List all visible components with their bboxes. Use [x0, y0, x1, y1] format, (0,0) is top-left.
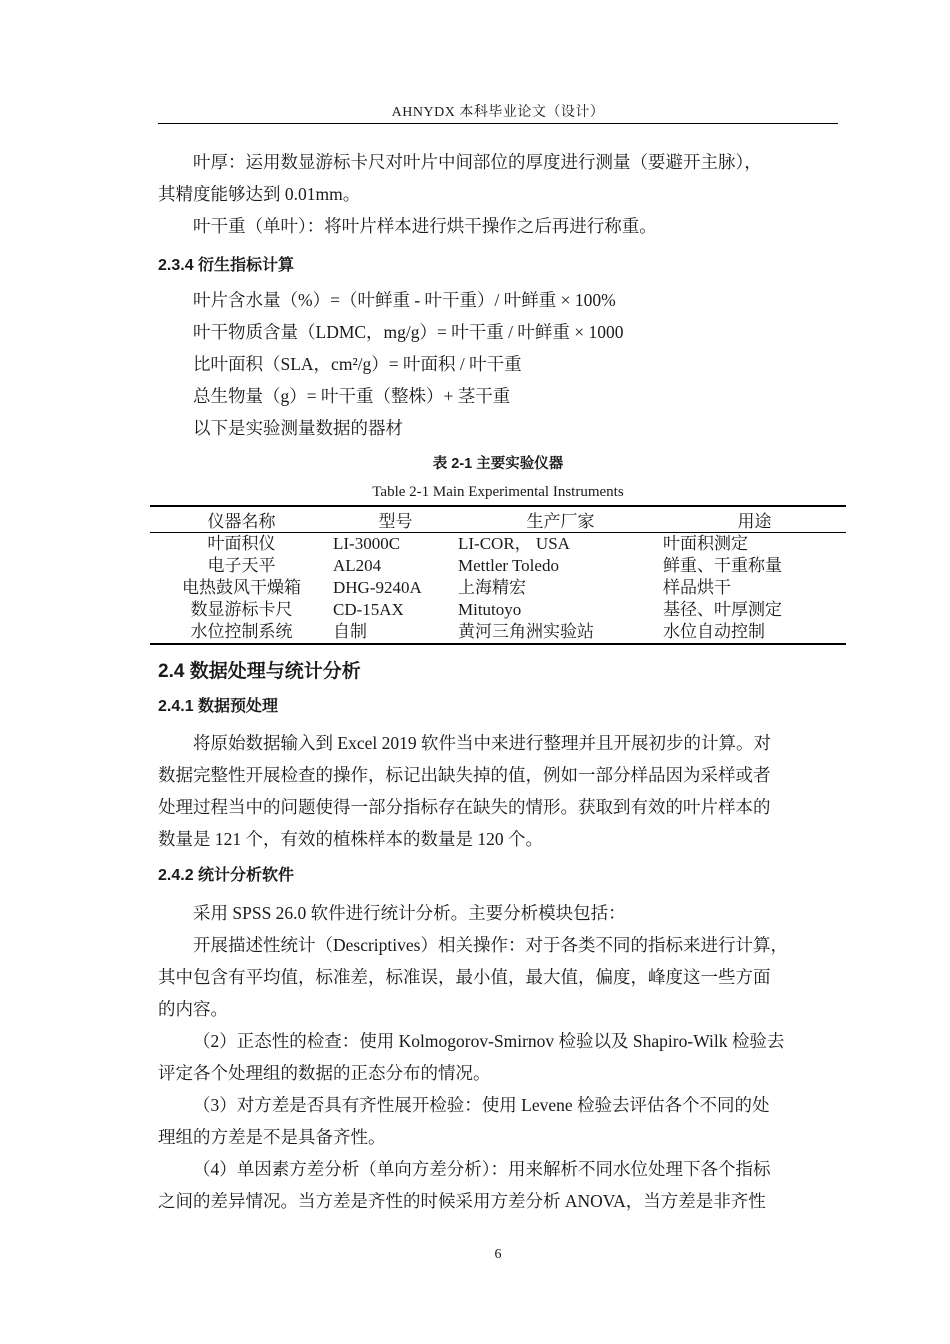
cell-model: LI-3000C — [333, 534, 401, 553]
paragraph-leaf-thickness-cont: 其精度能够达到 0.01mm。 — [158, 184, 361, 204]
section-heading-2-4-1: 2.4.1 数据预处理 — [158, 698, 279, 715]
cell-manufacturer: 黄河三角洲实验站 — [458, 622, 594, 641]
paragraph-preprocessing-cont: 处理过程当中的问题使得一部分指标存在缺失的情形。获取到有效的叶片样本的 — [158, 797, 771, 817]
cell-usage: 鲜重、干重称量 — [663, 556, 782, 575]
page-number: 6 — [494, 1247, 502, 1262]
cell-instrument-name: 水位控制系统 — [190, 622, 293, 641]
formula-sla: 比叶面积（SLA，cm²/g）= 叶面积 / 叶干重 — [193, 354, 522, 374]
paragraph-leaf-thickness: 叶厚：运用数显游标卡尺对叶片中间部位的厚度进行测量（要避开主脉）， — [193, 152, 762, 172]
cell-instrument-name: 数显游标卡尺 — [190, 600, 293, 619]
paragraph-preprocessing: 将原始数据输入到 Excel 2019 软件当中来进行整理并且开展初步的计算。对 — [193, 733, 771, 753]
section-heading-2-3-4: 2.3.4 衍生指标计算 — [158, 257, 295, 274]
header-usage: 用途 — [737, 512, 772, 531]
cell-manufacturer: LI-COR， USA — [458, 534, 570, 553]
paragraph-anova-cont: 之间的差异情况。当方差是齐性的时候采用方差分析 ANOVA，当方差是非齐性 — [158, 1191, 766, 1211]
section-heading-2-4-2: 2.4.2 统计分析软件 — [158, 867, 295, 884]
table-row — [150, 533, 846, 556]
cell-model: DHG-9240A — [333, 578, 422, 597]
paragraph-descriptives: 开展描述性统计（Descriptives）相关操作：对于各类不同的指标来进行计算， — [193, 935, 788, 955]
table-row — [150, 599, 846, 621]
instruments-table — [150, 505, 846, 645]
table-caption-cn: 表 2-1 主要实验仪器 — [432, 456, 564, 472]
formula-ldmc: 叶干物质含量（LDMC，mg/g）= 叶干重 / 叶鲜重 × 1000 — [193, 322, 624, 342]
paragraph-descriptives-cont: 的内容。 — [158, 999, 228, 1019]
cell-usage: 基径、叶厚测定 — [663, 600, 782, 619]
paragraph-preprocessing-cont: 数据完整性开展检查的操作，标记出缺失掉的值，例如一部分样品因为采样或者 — [158, 765, 771, 785]
cell-instrument-name: 电子天平 — [207, 556, 276, 575]
paragraph-preprocessing-cont: 数量是 121 个，有效的植株样本的数量是 120 个。 — [158, 829, 543, 849]
header-manufacturer: 生产厂家 — [526, 512, 595, 531]
paragraph-normality: （2）正态性的检查：使用 Kolmogorov-Smirnov 检验以及 Shapiro-Wilk 检验去 — [193, 1031, 785, 1051]
header-instrument-name: 仪器名称 — [207, 512, 276, 531]
paragraph-equipment-intro: 以下是实验测量数据的器材 — [193, 418, 403, 438]
table-header-row — [150, 506, 846, 533]
cell-usage: 样品烘干 — [663, 578, 731, 597]
paragraph-variance: （3）对方差是否具有齐性展开检验：使用 Levene 检验去评估各个不同的处 — [193, 1095, 770, 1115]
table-row — [150, 555, 846, 577]
cell-usage: 水位自动控制 — [663, 622, 765, 641]
paragraph-variance-cont: 理组的方差是不是具备齐性。 — [158, 1127, 386, 1147]
table-row — [150, 577, 846, 599]
formula-biomass: 总生物量（g）= 叶干重（整株）+ 茎干重 — [193, 386, 511, 406]
page-header: AHNYDX 本科毕业论文（设计） — [391, 105, 605, 120]
paragraph-spss: 采用 SPSS 26.0 软件进行统计分析。主要分析模块包括： — [193, 903, 626, 923]
table-caption-en: Table 2-1 Main Experimental Instruments — [372, 484, 624, 500]
header-rule — [158, 123, 838, 124]
cell-model: CD-15AX — [333, 600, 404, 619]
table-row — [150, 621, 846, 644]
paragraph-leaf-dry-weight: 叶干重（单叶）：将叶片样本进行烘干操作之后再进行称重。 — [193, 216, 657, 236]
paragraph-normality-cont: 评定各个处理组的数据的正态分布的情况。 — [158, 1063, 491, 1083]
cell-manufacturer: Mettler Toledo — [458, 556, 559, 575]
cell-model: 自制 — [333, 622, 367, 641]
paragraph-anova: （4）单因素方差分析（单向方差分析）：用来解析不同水位处理下各个指标 — [193, 1159, 771, 1179]
cell-manufacturer: 上海精宏 — [458, 578, 526, 597]
paragraph-descriptives-cont: 其中包含有平均值，标准差，标准误，最小值，最大值，偏度，峰度这一些方面 — [158, 967, 771, 987]
cell-usage: 叶面积测定 — [663, 534, 748, 553]
cell-manufacturer: Mitutoyo — [458, 600, 522, 619]
formula-water-content: 叶片含水量（%）=（叶鲜重 - 叶干重）/ 叶鲜重 × 100% — [193, 290, 616, 310]
cell-model: AL204 — [333, 556, 382, 575]
cell-instrument-name: 叶面积仪 — [207, 534, 276, 553]
section-heading-2-4: 2.4 数据处理与统计分析 — [158, 661, 361, 682]
header-model: 型号 — [378, 512, 413, 531]
cell-instrument-name: 电热鼓风干燥箱 — [182, 578, 301, 597]
